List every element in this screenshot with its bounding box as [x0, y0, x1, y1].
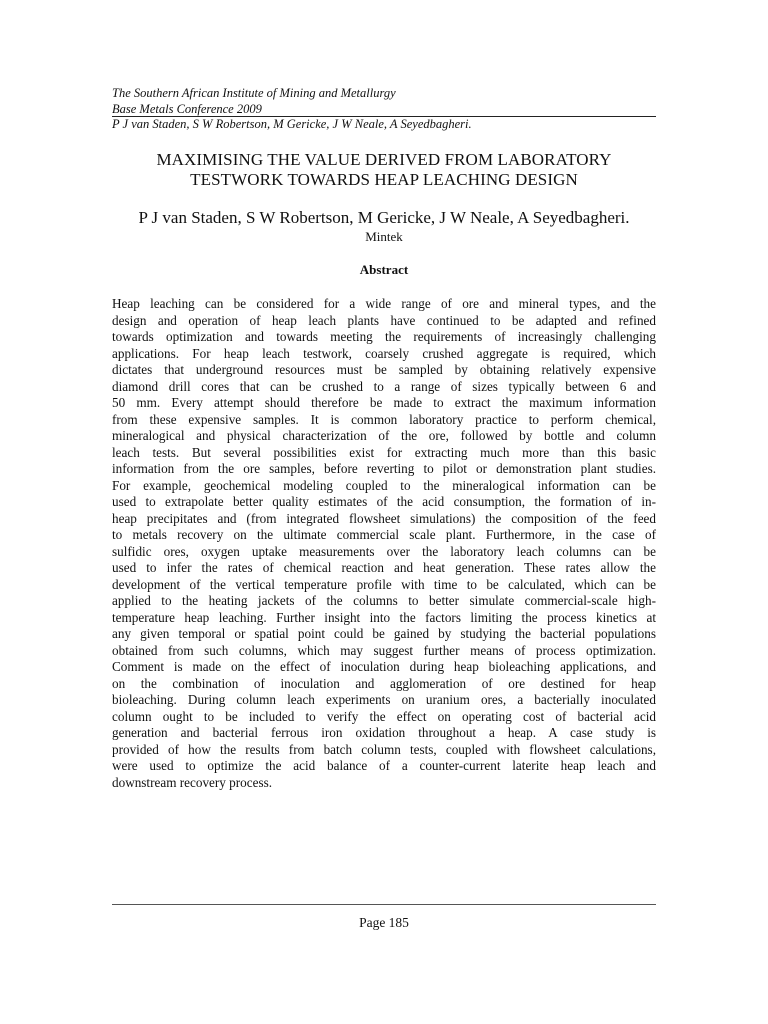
abstract-line: used to infer the rates of chemical reaction and heat generation. These rates allow the [112, 560, 656, 575]
footer-divider [112, 904, 656, 905]
title-line: TESTWORK TOWARDS HEAP LEACHING DESIGN [190, 170, 578, 189]
abstract-line: Comment is made on the effect of inoculation during heap bioleaching applications, and [112, 659, 656, 674]
abstract-line: dictates that underground resources must be sampled by obtaining relatively expensive [112, 362, 656, 377]
abstract-line: used to extrapolate better quality estimates of the acid consumption, the formation of in- [112, 494, 656, 509]
abstract-line: mineralogical and physical characterization of the ore, followed by bottle and column [112, 428, 656, 443]
abstract-body [112, 296, 656, 791]
author-affiliation: Mintek [365, 229, 403, 244]
abstract-line: information from the ore samples, before reverting to pilot or demonstration plant studies. [112, 461, 656, 476]
abstract-line: temperature heap leaching. Further insight into the factors limiting the process kinetics at [112, 609, 656, 625]
abstract-line: applied to the heating jackets of the columns to better simulate commercial-scale high- [112, 593, 656, 608]
running-header [112, 86, 656, 133]
abstract-line: bioleaching. During column leach experiments on uranium ores, a bacterially inoculated [112, 692, 656, 707]
abstract-line: column ought to be included to verify the effect on operating cost of bacterial acid [112, 708, 656, 724]
abstract-line: Heap leaching can be considered for a wide range of ore and mineral types, and the [112, 296, 656, 311]
abstract-line: provided of how the results from batch column tests, coupled with flowsheet calculations, [112, 741, 656, 757]
abstract-line: generation and bacterial ferrous iron oxidation throughout a heap. A case study is [112, 725, 656, 740]
header-institute: The Southern African Institute of Mining and Metallurgy [112, 86, 396, 100]
abstract-line: were used to optimize the acid balance of a counter-current laterite heap leach and [112, 758, 656, 773]
abstract-line: to metals recovery on the ultimate commercial scale plant. Furthermore, in the case of [112, 527, 656, 542]
abstract-line: downstream recovery process. [112, 774, 273, 790]
abstract-line: from these expensive samples. It is common laboratory practice to perform chemical, [112, 411, 656, 427]
abstract-line: diamond drill cores that can be crushed to a range of sizes typically between 6 and [112, 378, 656, 394]
page-number: Page 185 [359, 915, 409, 930]
paper-title [112, 150, 656, 190]
abstract-line: towards optimization and towards meeting the requirements of increasingly challenging [112, 329, 656, 344]
abstract-line: development of the vertical temperature profile with time to be calculated, which can be [112, 576, 656, 592]
abstract-line: heap precipitates and (from integrated flowsheet simulations) the composition of the feed [112, 510, 656, 526]
abstract-line: leach tests. But several possibilities exist for extracting much more than this basic [112, 444, 656, 460]
abstract-line: obtained from such columns, which may suggest further means of process optimization. [112, 642, 656, 658]
header-conference: Base Metals Conference 2009 [112, 101, 262, 116]
abstract-line: on the combination of inoculation and agglomeration of ore destined for heap [112, 675, 656, 691]
abstract-line: sulfidic ores, oxygen uptake measurements over the laboratory leach columns can be [112, 543, 656, 559]
abstract-line: For example, geochemical modeling coupled to the mineralogical information can be [112, 477, 656, 493]
abstract-line: design and operation of heap leach plants have continued to be adapted and refined [112, 312, 656, 328]
abstract-line: applications. For heap leach testwork, coarsely crushed aggregate is required, which [112, 345, 656, 361]
abstract-line: any given temporal or spatial point could be gained by studying the bacterial populations [112, 626, 656, 641]
abstract-heading: Abstract [359, 262, 409, 277]
paper-authors: P J van Staden, S W Robertson, M Gericke, J W Neale, A Seyedbagheri. [138, 208, 630, 227]
title-line: MAXIMISING THE VALUE DERIVED FROM LABORATORY [156, 150, 612, 169]
header-divider [112, 116, 656, 117]
abstract-line: 50 mm. Every attempt should therefore be made to extract the maximum information [112, 395, 656, 410]
header-authors: P J van Staden, S W Robertson, M Gericke, J W Neale, A Seyedbagheri. [112, 117, 472, 131]
